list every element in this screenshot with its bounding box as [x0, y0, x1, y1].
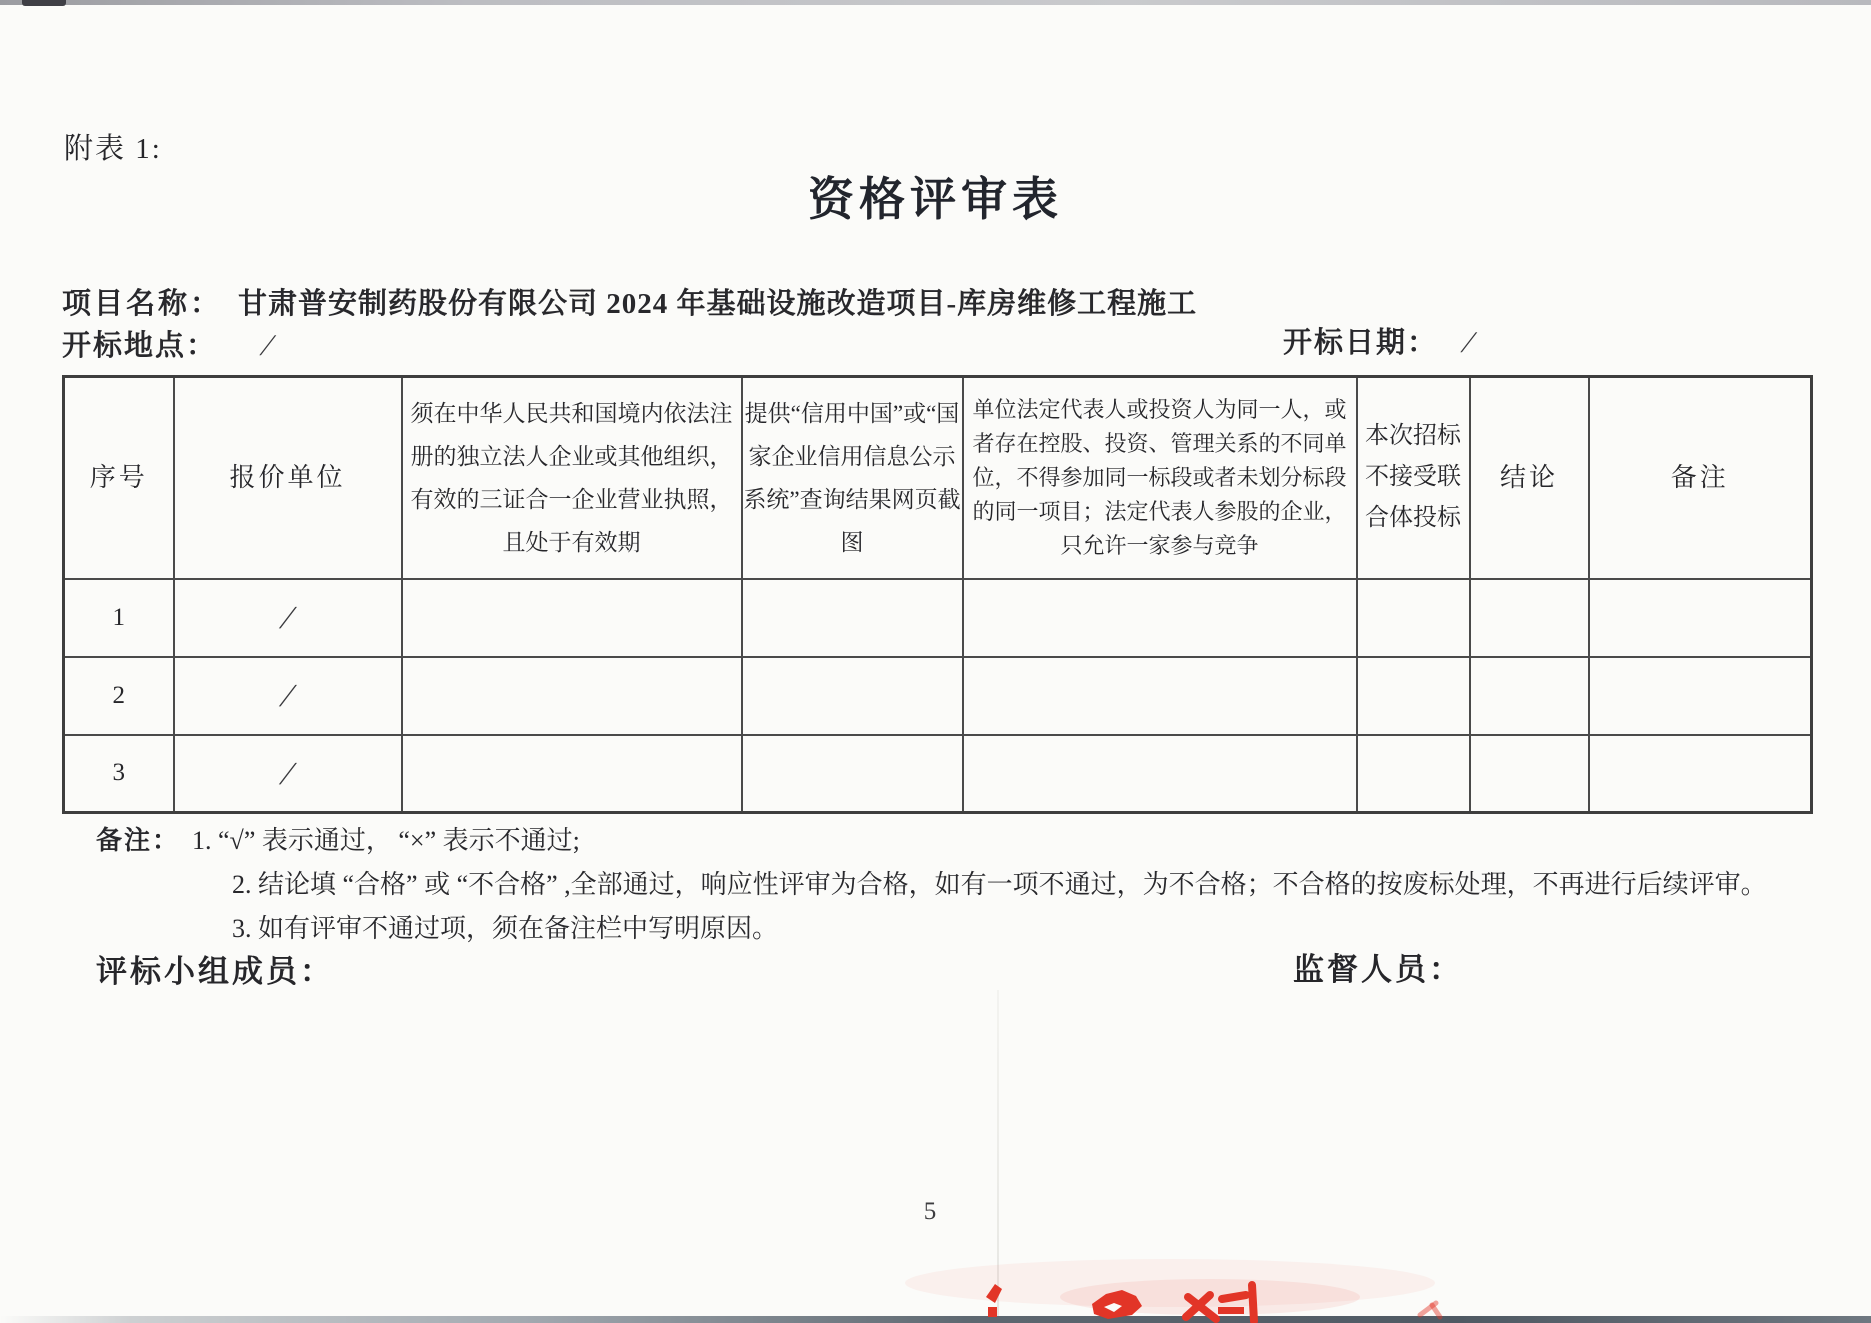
table-row-2 — [64, 657, 1812, 735]
header-registration-requirement: 须在中华人民共和国境内依法注册的独立法人企业或其他组织，有效的三证合一企业营业执照，且处于有效期 — [402, 377, 742, 579]
bid-location-row — [62, 323, 278, 364]
bidder-unit-cell — [174, 735, 402, 813]
table-row-1 — [64, 579, 1812, 657]
table-row-3 — [64, 735, 1812, 813]
empty-cell — [402, 735, 742, 813]
page-number: 5 — [923, 1198, 937, 1225]
bid-date-label: 开标日期： — [1283, 327, 1439, 359]
slash-mark: / — [278, 599, 297, 635]
scan-top-edge-mark — [22, 0, 66, 6]
bid-date-row — [1283, 320, 1479, 361]
empty-cell — [402, 657, 742, 735]
table-header-row — [64, 377, 1812, 579]
empty-cell — [402, 579, 742, 657]
slash-mark: / — [278, 754, 297, 791]
empty-cell — [1470, 735, 1589, 813]
empty-cell — [1589, 735, 1812, 813]
row-number-cell: 3 — [64, 735, 174, 813]
empty-cell — [1589, 579, 1812, 657]
empty-cell — [742, 579, 963, 657]
committee-members-label: 评标小组成员： — [96, 954, 334, 989]
bidder-unit-cell — [174, 657, 402, 735]
empty-cell — [963, 735, 1357, 813]
empty-cell — [963, 579, 1357, 657]
bid-date-value: / — [1460, 326, 1479, 359]
project-name-label: 项目名称： — [62, 288, 223, 320]
empty-cell — [1357, 579, 1470, 657]
header-legal-representative: 单位法定代表人或投资人为同一人，或者存在控股、投资、管理关系的不同单位，不得参加同一标段或者未划分标段的同一项目；法定代表人参股的企业，只允许一家参与竞争 — [963, 377, 1357, 579]
header-credit-screenshot: 提供“信用中国”或“国家企业信用信息公示系统”查询结果网页截图 — [742, 377, 963, 579]
empty-cell — [1470, 579, 1589, 657]
project-name-value: 甘肃普安制药股份有限公司 2024 年基础设施改造项目-库房维修工程施工 — [238, 288, 1198, 320]
bid-location-label: 开标地点： — [62, 330, 218, 362]
header-conclusion: 结论 — [1470, 377, 1589, 579]
note-item-1: 1. “√” 表示通过， “×” 表示不通过; — [192, 826, 580, 855]
empty-cell — [1470, 657, 1589, 735]
row-number-cell: 1 — [64, 579, 174, 657]
note-item-2: 2. 结论填 “合格” 或 “不合格” ,全部通过，响应性评审为合格，如有一项不通过，为不合格；不合格的按废标处理，不再进行后续评审。 — [232, 870, 1767, 899]
header-no-joint-bid: 本次招标不接受联合体投标 — [1357, 377, 1470, 579]
red-stamp-fragments — [880, 1255, 1500, 1323]
empty-cell — [1357, 657, 1470, 735]
slash-mark: / — [278, 677, 297, 713]
empty-cell — [963, 657, 1357, 735]
header-seq-no: 序号 — [64, 377, 174, 579]
header-bidder-unit: 报价单位 — [174, 377, 402, 579]
row-number-cell: 2 — [64, 657, 174, 735]
supervisor-label: 监督人员： — [1293, 952, 1463, 987]
header-remark: 备注 — [1589, 377, 1812, 579]
page-title: 资格评审表 — [808, 174, 1063, 225]
empty-cell — [742, 657, 963, 735]
scan-top-edge — [0, 0, 1871, 5]
project-name-row — [62, 281, 1197, 322]
empty-cell — [1589, 657, 1812, 735]
bidder-unit-cell — [174, 579, 402, 657]
annex-label: 附表 1: — [64, 133, 162, 165]
bid-location-value: / — [259, 329, 278, 362]
empty-cell — [742, 735, 963, 813]
notes-label: 备注： — [96, 826, 181, 855]
qualification-review-table — [62, 375, 1813, 814]
notes-row-1 — [96, 820, 580, 857]
empty-cell — [1357, 735, 1470, 813]
note-item-3: 3. 如有评审不通过项，须在备注栏中写明原因。 — [232, 914, 779, 943]
